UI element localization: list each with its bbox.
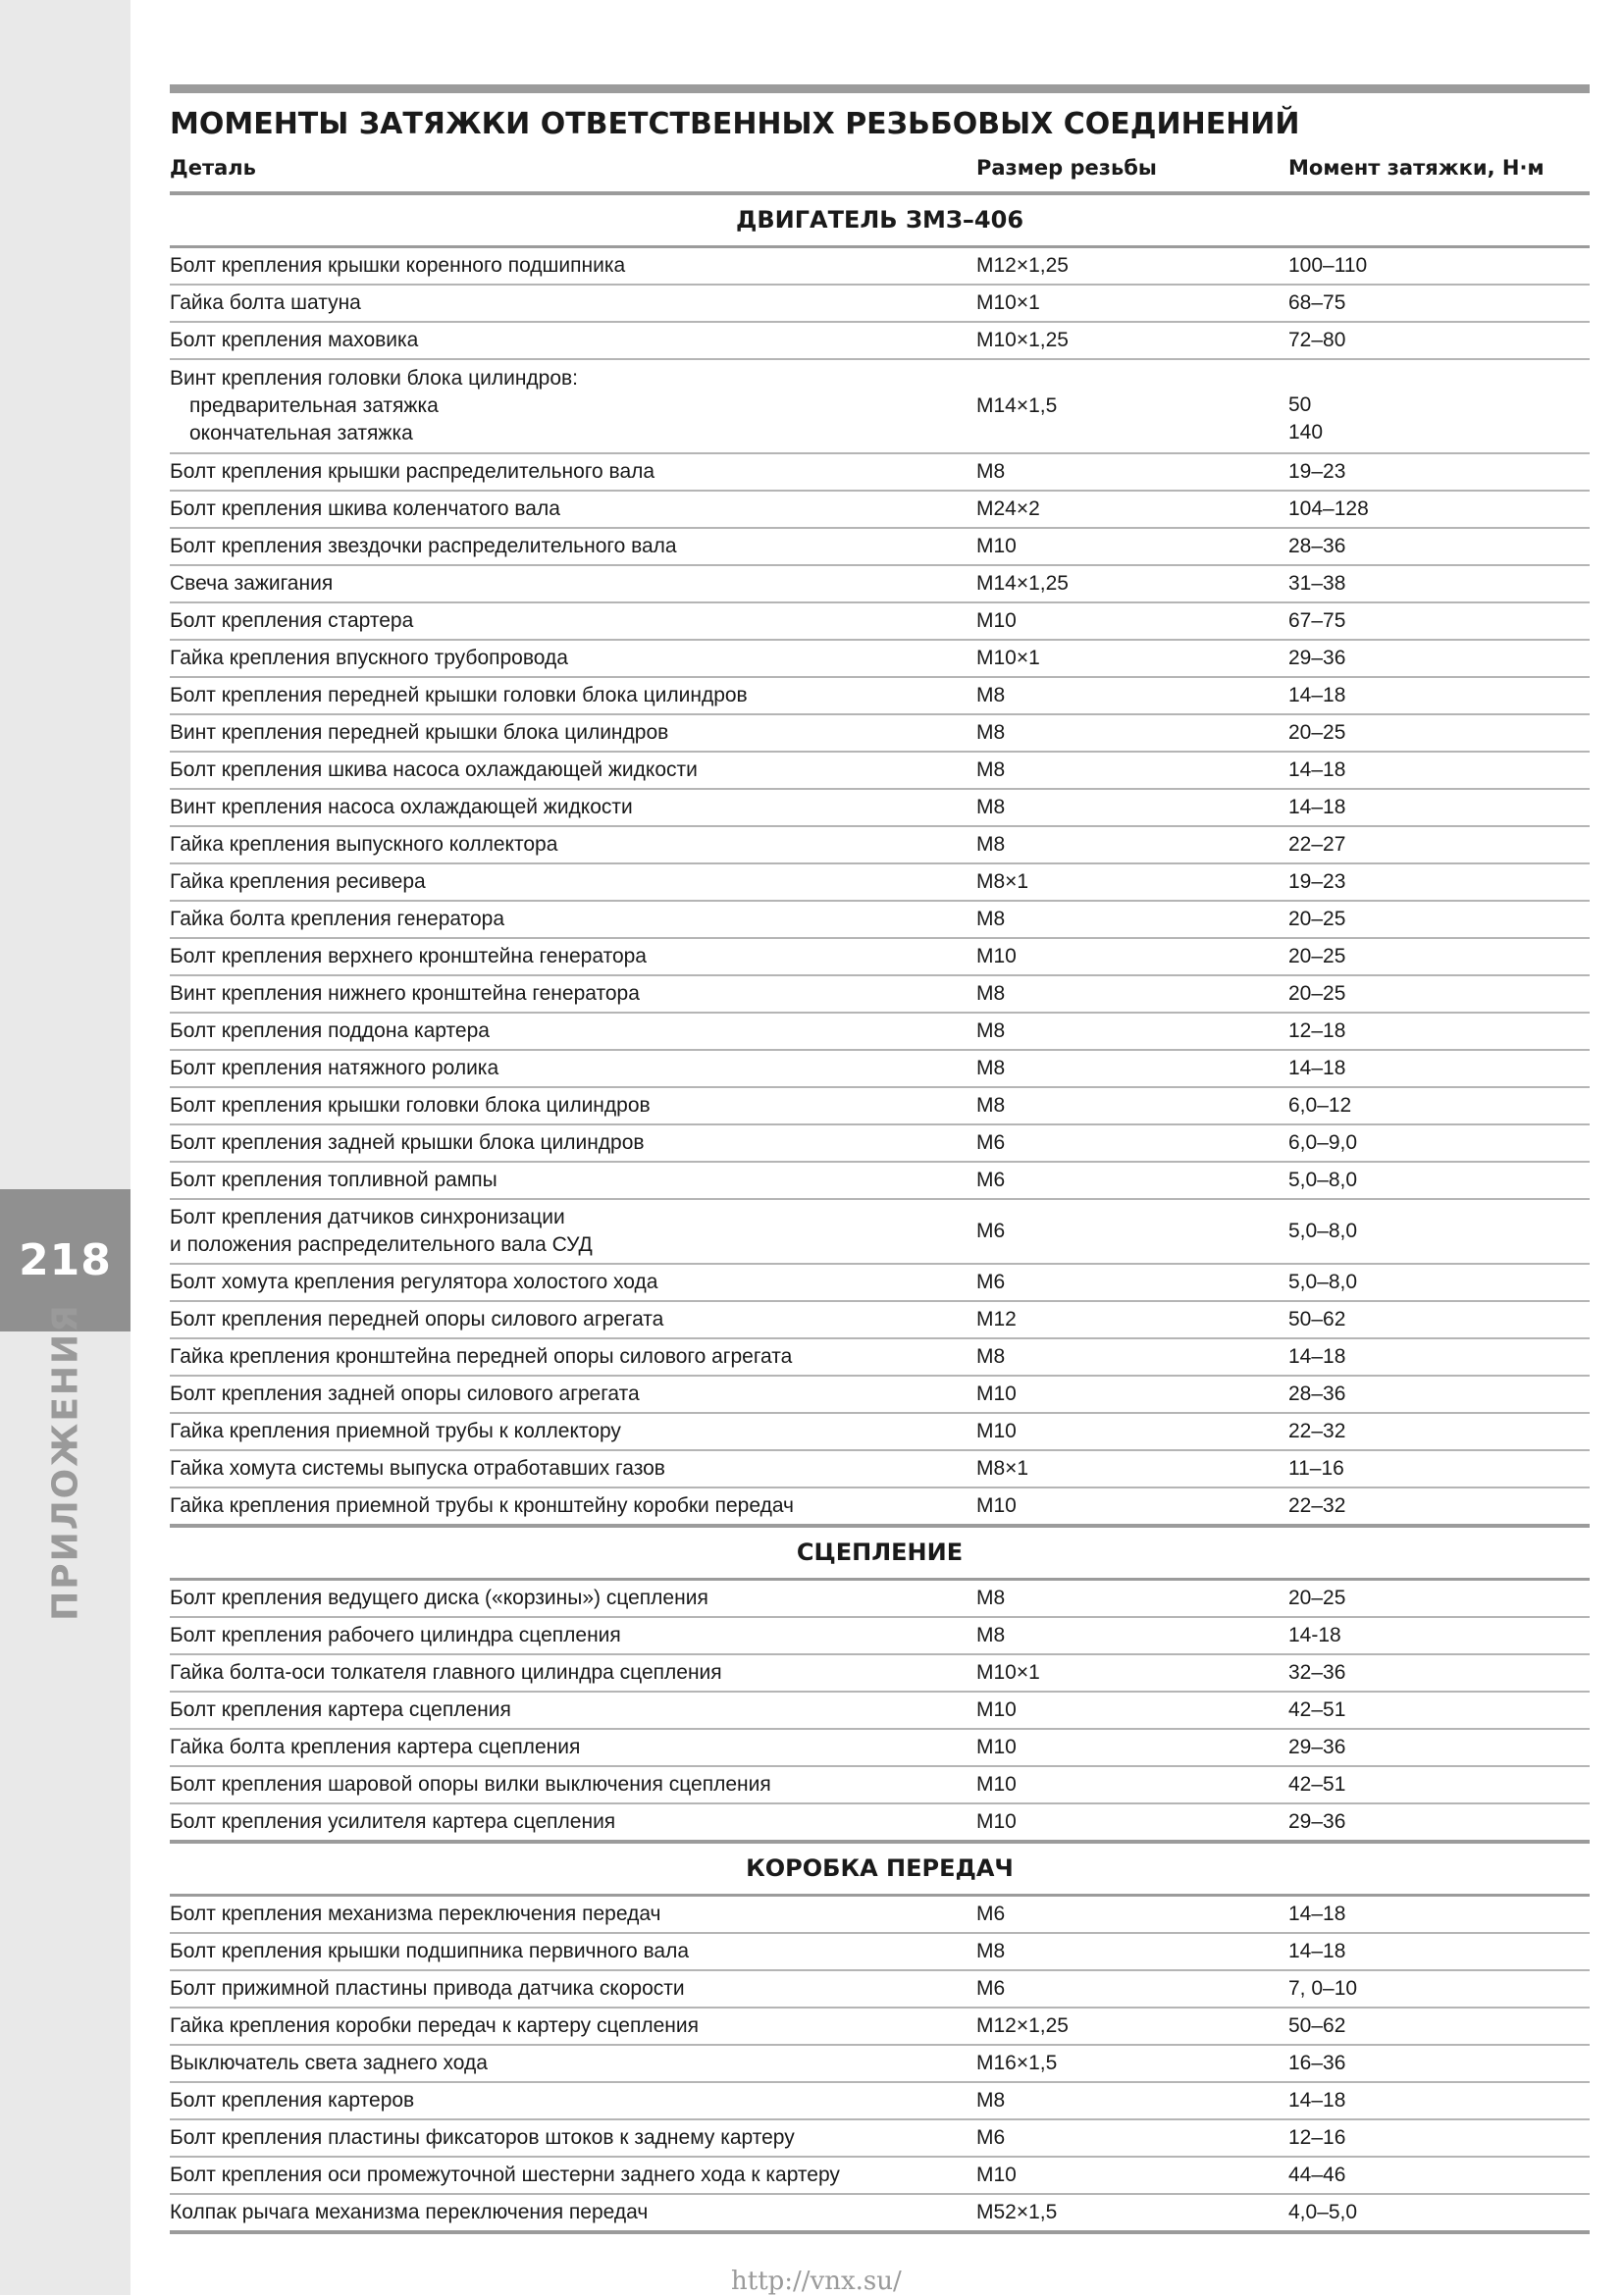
thread-size-cell: М8 bbox=[976, 1057, 1006, 1079]
table-row bbox=[170, 1971, 1590, 2009]
table-row bbox=[170, 566, 1590, 603]
thread-size-cell: М10×1 bbox=[976, 1661, 1040, 1684]
thread-size-cell: М10 bbox=[976, 1736, 1017, 1758]
table-row bbox=[170, 1200, 1590, 1265]
section-title: СЦЕПЛЕНИЕ bbox=[170, 1528, 1590, 1581]
thread-size-cell: М8 bbox=[976, 833, 1006, 856]
thread-size-cell: М8 bbox=[976, 1094, 1006, 1117]
torque-cell: 100–110 bbox=[1288, 254, 1368, 277]
thread-size-cell: М10×1 bbox=[976, 647, 1040, 669]
section-title: КОРОБКА ПЕРЕДАЧ bbox=[170, 1844, 1590, 1897]
torque-cell: 28–36 bbox=[1288, 535, 1346, 557]
thread-size-cell: М8 bbox=[976, 1345, 1006, 1368]
torque-cell: 14–18 bbox=[1288, 684, 1346, 706]
part-cell: Выключатель света заднего хода bbox=[170, 2052, 488, 2074]
torque-cell: 14–18 bbox=[1288, 796, 1346, 818]
part-cell: Болт крепления поддона картера bbox=[170, 1019, 490, 1042]
part-cell: Болт крепления передней крышки головки блока цилиндров bbox=[170, 684, 748, 706]
torque-cell: 14–18 bbox=[1288, 1057, 1346, 1079]
torque-cell: 29–36 bbox=[1288, 1736, 1346, 1758]
top-rule bbox=[170, 84, 1590, 93]
part-cell: Болт крепления стартера bbox=[170, 609, 414, 632]
thread-size-cell: М8×1 bbox=[976, 1457, 1029, 1480]
table-row bbox=[170, 1051, 1590, 1088]
thread-size-cell: М10 bbox=[976, 2164, 1017, 2186]
torque-cell: 44–46 bbox=[1288, 2164, 1346, 2186]
column-header-row bbox=[170, 144, 1590, 195]
table-row bbox=[170, 1377, 1590, 1414]
thread-size-cell: М10 bbox=[976, 609, 1017, 632]
part-cell bbox=[170, 1204, 976, 1259]
part-cell: Гайка крепления приемной трубы к коллектору bbox=[170, 1420, 621, 1442]
torque-cell: 14–18 bbox=[1288, 758, 1346, 781]
thread-size-cell: М12×1,25 bbox=[976, 254, 1069, 277]
part-cell: Болт крепления ведущего диска («корзины») сцепления bbox=[170, 1587, 708, 1609]
column-header-thread: Размер резьбы bbox=[976, 156, 1157, 180]
table-row bbox=[170, 976, 1590, 1014]
table-row bbox=[170, 323, 1590, 360]
thread-size-cell: М14×1,25 bbox=[976, 572, 1069, 595]
table-row bbox=[170, 1163, 1590, 1200]
torque-cell: 16–36 bbox=[1288, 2052, 1346, 2074]
thread-size-cell: М14×1,5 bbox=[976, 394, 1058, 417]
thread-size-cell: М10 bbox=[976, 1773, 1017, 1796]
torque-cell: 12–18 bbox=[1288, 1019, 1346, 1042]
section-title: ДВИГАТЕЛЬ ЗМЗ–406 bbox=[170, 195, 1590, 248]
table-row bbox=[170, 2158, 1590, 2195]
column-header-part: Деталь bbox=[170, 156, 256, 180]
part-cell: Свеча зажигания bbox=[170, 572, 334, 595]
part-cell: Болт крепления крышки распределительного вала bbox=[170, 460, 655, 483]
part-cell: Болт хомута крепления регулятора холостого хода bbox=[170, 1271, 658, 1293]
thread-size-cell: М10 bbox=[976, 1420, 1017, 1442]
table-row bbox=[170, 902, 1590, 939]
part-cell: Болт крепления картеров bbox=[170, 2089, 415, 2112]
table-row bbox=[170, 1014, 1590, 1051]
thread-size-cell: М12 bbox=[976, 1308, 1017, 1331]
part-cell: Болт крепления натяжного ролика bbox=[170, 1057, 499, 1079]
torque-cell: 29–36 bbox=[1288, 1810, 1346, 1833]
torque-cell: 104–128 bbox=[1288, 497, 1369, 520]
torque-cell: 11–16 bbox=[1288, 1457, 1344, 1480]
part-cell: Болт крепления механизма переключения передач bbox=[170, 1903, 661, 1925]
torque-cell: 22–32 bbox=[1288, 1494, 1346, 1517]
part-cell: Винт крепления насоса охлаждающей жидкости bbox=[170, 796, 633, 818]
table-row bbox=[170, 1934, 1590, 1971]
table-row bbox=[170, 790, 1590, 827]
thread-size-cell: М10×1,25 bbox=[976, 329, 1069, 351]
torque-cell: 22–27 bbox=[1288, 833, 1346, 856]
part-cell: Винт крепления передней крышки блока цилиндров bbox=[170, 721, 669, 744]
table-row bbox=[170, 678, 1590, 715]
torque-cell: 50–62 bbox=[1288, 1308, 1346, 1331]
part-cell: Гайка болта шатуна bbox=[170, 291, 361, 314]
part-subline: предварительная затяжка bbox=[189, 394, 439, 417]
thread-size-cell: М8 bbox=[976, 908, 1006, 930]
thread-size-cell: М10 bbox=[976, 1698, 1017, 1721]
torque-cell: 20–25 bbox=[1288, 1587, 1346, 1609]
torque-cell: 50–62 bbox=[1288, 2014, 1346, 2037]
part-cell: Болт крепления пластины фиксаторов штоков к заднему картеру bbox=[170, 2126, 795, 2149]
part-cell: Болт крепления верхнего кронштейна генератора bbox=[170, 945, 647, 967]
torque-cell: 7, 0–10 bbox=[1288, 1977, 1358, 2000]
part-cell: Винт крепления нижнего кронштейна генератора bbox=[170, 982, 640, 1005]
table-row bbox=[170, 1730, 1590, 1767]
table-row bbox=[170, 1088, 1590, 1125]
part-cell: Гайка крепления ресивера bbox=[170, 870, 426, 893]
table-row bbox=[170, 715, 1590, 753]
table-row bbox=[170, 1488, 1590, 1528]
thread-size-cell: М6 bbox=[976, 1977, 1006, 2000]
table-row bbox=[170, 454, 1590, 492]
part-cell: Гайка крепления впускного трубопровода bbox=[170, 647, 568, 669]
table-row bbox=[170, 529, 1590, 566]
thread-size-cell: М8 bbox=[976, 1587, 1006, 1609]
torque-cell: 14-18 bbox=[1288, 1624, 1341, 1646]
part-cell: Болт крепления звездочки распределительного вала bbox=[170, 535, 677, 557]
torque-cell: 28–36 bbox=[1288, 1383, 1346, 1405]
column-header-torque: Момент затяжки, Н·м bbox=[1288, 156, 1544, 180]
table-row bbox=[170, 1451, 1590, 1488]
thread-size-cell: М8 bbox=[976, 982, 1006, 1005]
part-cell: Болт крепления маховика bbox=[170, 329, 419, 351]
table-row bbox=[170, 1767, 1590, 1804]
page-number: 218 bbox=[0, 1189, 131, 1331]
torque-cell: 5,0–8,0 bbox=[1288, 1169, 1358, 1191]
thread-size-cell: М8 bbox=[976, 1624, 1006, 1646]
thread-size-cell: М8 bbox=[976, 1940, 1006, 1962]
torque-value: 50 bbox=[1288, 393, 1312, 416]
torque-cell: 29–36 bbox=[1288, 647, 1346, 669]
part-cell: Гайка болта крепления картера сцепления bbox=[170, 1736, 581, 1758]
section-label: ПРИЛОЖЕНИЯ bbox=[45, 1303, 86, 1621]
torque-cell: 68–75 bbox=[1288, 291, 1346, 314]
table-row bbox=[170, 1265, 1590, 1302]
thread-size-cell: М6 bbox=[976, 1169, 1006, 1191]
thread-size-cell: М6 bbox=[976, 1131, 1006, 1154]
table-row bbox=[170, 939, 1590, 976]
torque-cell: 20–25 bbox=[1288, 908, 1346, 930]
torque-value: 140 bbox=[1288, 421, 1324, 444]
thread-size-cell: М10 bbox=[976, 945, 1017, 967]
table-row bbox=[170, 1125, 1590, 1163]
table-row bbox=[170, 864, 1590, 902]
thread-size-cell: М8 bbox=[976, 684, 1006, 706]
part-cell: Болт крепления картера сцепления bbox=[170, 1698, 511, 1721]
table-row bbox=[170, 1581, 1590, 1618]
part-name: Болт крепления датчиков синхронизации bbox=[170, 1206, 565, 1228]
table-row bbox=[170, 286, 1590, 323]
part-cell bbox=[170, 365, 976, 447]
torque-cell: 42–51 bbox=[1288, 1773, 1346, 1796]
torque-cell: 19–23 bbox=[1288, 460, 1346, 483]
part-cell: Болт крепления передней опоры силового агрегата bbox=[170, 1308, 664, 1331]
thread-size-cell: М6 bbox=[976, 1271, 1006, 1293]
thread-size-cell: М16×1,5 bbox=[976, 2052, 1058, 2074]
thread-size-cell: М10 bbox=[976, 1494, 1017, 1517]
torque-cell: 22–32 bbox=[1288, 1420, 1346, 1442]
table-row bbox=[170, 492, 1590, 529]
table-row bbox=[170, 603, 1590, 641]
thread-size-cell: М52×1,5 bbox=[976, 2201, 1058, 2223]
part-cell: Гайка крепления кронштейна передней опоры силового агрегата bbox=[170, 1345, 793, 1368]
part-subline: и положения распределительного вала СУД bbox=[170, 1233, 593, 1256]
part-cell: Болт прижимной пластины привода датчика скорости bbox=[170, 1977, 685, 2000]
torque-cell: 67–75 bbox=[1288, 609, 1346, 632]
part-cell: Болт крепления топливной рампы bbox=[170, 1169, 497, 1191]
table-row bbox=[170, 1339, 1590, 1377]
torque-cell: 42–51 bbox=[1288, 1698, 1346, 1721]
part-cell: Болт крепления шкива насоса охлаждающей жидкости bbox=[170, 758, 698, 781]
part-cell: Болт крепления шкива коленчатого вала bbox=[170, 497, 560, 520]
thread-size-cell: М8 bbox=[976, 796, 1006, 818]
part-cell: Болт крепления рабочего цилиндра сцепления bbox=[170, 1624, 621, 1646]
table-row bbox=[170, 641, 1590, 678]
part-cell: Гайка болта крепления генератора bbox=[170, 908, 505, 930]
table-row bbox=[170, 1655, 1590, 1693]
part-cell: Болт крепления задней опоры силового агрегата bbox=[170, 1383, 640, 1405]
torque-cell: 32–36 bbox=[1288, 1661, 1346, 1684]
table-row bbox=[170, 1897, 1590, 1934]
part-cell: Болт крепления задней крышки блока цилиндров bbox=[170, 1131, 645, 1154]
part-cell: Болт крепления крышки подшипника первичного вала bbox=[170, 1940, 690, 1962]
torque-cell: 5,0–8,0 bbox=[1288, 1271, 1358, 1293]
table-row bbox=[170, 2195, 1590, 2234]
table-row bbox=[170, 2046, 1590, 2083]
thread-size-cell: М10 bbox=[976, 1810, 1017, 1833]
thread-size-cell: М8 bbox=[976, 758, 1006, 781]
thread-size-cell: М24×2 bbox=[976, 497, 1040, 520]
thread-size-cell: М8 bbox=[976, 1019, 1006, 1042]
torque-cell: 14–18 bbox=[1288, 2089, 1346, 2112]
torque-cell: 14–18 bbox=[1288, 1345, 1346, 1368]
thread-size-cell: М10 bbox=[976, 1383, 1017, 1405]
table-row bbox=[170, 1618, 1590, 1655]
part-cell: Гайка болта-оси толкателя главного цилиндра сцепления bbox=[170, 1661, 722, 1684]
table-row bbox=[170, 2083, 1590, 2120]
torque-cell: 4,0–5,0 bbox=[1288, 2201, 1358, 2223]
torque-cell bbox=[1288, 366, 1590, 446]
torque-cell: 6,0–12 bbox=[1288, 1094, 1352, 1117]
thread-size-cell: М10 bbox=[976, 535, 1017, 557]
table-row bbox=[170, 360, 1590, 454]
table-body bbox=[170, 195, 1590, 2234]
part-name: Винт крепления головки блока цилиндров: bbox=[170, 367, 579, 390]
thread-size-cell: М6 bbox=[976, 1903, 1006, 1925]
sidebar-strip bbox=[0, 0, 131, 2295]
table-row bbox=[170, 2120, 1590, 2158]
table-row bbox=[170, 753, 1590, 790]
part-cell: Гайка крепления выпускного коллектора bbox=[170, 833, 558, 856]
thread-size-cell: М8 bbox=[976, 460, 1006, 483]
thread-size-cell: М6 bbox=[976, 1220, 1006, 1242]
table-row bbox=[170, 2009, 1590, 2046]
torque-cell: 14–18 bbox=[1288, 1903, 1346, 1925]
table-row bbox=[170, 1414, 1590, 1451]
torque-cell: 20–25 bbox=[1288, 982, 1346, 1005]
table-row bbox=[170, 1693, 1590, 1730]
thread-size-cell: М10×1 bbox=[976, 291, 1040, 314]
part-subline: окончательная затяжка bbox=[189, 422, 413, 444]
torque-cell: 12–16 bbox=[1288, 2126, 1346, 2149]
torque-cell: 6,0–9,0 bbox=[1288, 1131, 1358, 1154]
footer-url[interactable]: http://vnx.su/ bbox=[731, 2267, 902, 2296]
torque-cell: 19–23 bbox=[1288, 870, 1346, 893]
torque-cell: 72–80 bbox=[1288, 329, 1346, 351]
part-cell: Болт крепления усилителя картера сцепления bbox=[170, 1810, 616, 1833]
part-cell: Гайка крепления приемной трубы к кронштейну коробки передач bbox=[170, 1494, 794, 1517]
thread-size-cell: М6 bbox=[976, 2126, 1006, 2149]
torque-cell: 20–25 bbox=[1288, 721, 1346, 744]
torque-cell: 31–38 bbox=[1288, 572, 1346, 595]
table-row bbox=[170, 1804, 1590, 1844]
part-cell: Гайка крепления коробки передач к картеру сцепления bbox=[170, 2014, 699, 2037]
part-cell: Колпак рычага механизма переключения передач bbox=[170, 2201, 649, 2223]
part-cell: Болт крепления шаровой опоры вилки выключения сцепления bbox=[170, 1773, 771, 1796]
torque-cell: 14–18 bbox=[1288, 1940, 1346, 1962]
torque-table-page bbox=[170, 84, 1590, 2234]
thread-size-cell: М8 bbox=[976, 721, 1006, 744]
thread-size-cell: М8 bbox=[976, 2089, 1006, 2112]
part-cell: Болт крепления оси промежуточной шестерни заднего хода к картеру bbox=[170, 2164, 840, 2186]
part-cell: Гайка хомута системы выпуска отработавших газов bbox=[170, 1457, 665, 1480]
thread-size-cell: М8×1 bbox=[976, 870, 1029, 893]
table-row bbox=[170, 248, 1590, 286]
thread-size-cell: М12×1,25 bbox=[976, 2014, 1069, 2037]
part-cell: Болт крепления крышки коренного подшипника bbox=[170, 254, 626, 277]
page-title: МОМЕНТЫ ЗАТЯЖКИ ОТВЕТСТВЕННЫХ РЕЗЬБОВЫХ СОЕДИНЕНИЙ bbox=[170, 107, 1300, 141]
table-row bbox=[170, 827, 1590, 864]
torque-cell: 20–25 bbox=[1288, 945, 1346, 967]
part-cell: Болт крепления крышки головки блока цилиндров bbox=[170, 1094, 651, 1117]
table-row bbox=[170, 1302, 1590, 1339]
torque-cell: 5,0–8,0 bbox=[1288, 1220, 1358, 1242]
